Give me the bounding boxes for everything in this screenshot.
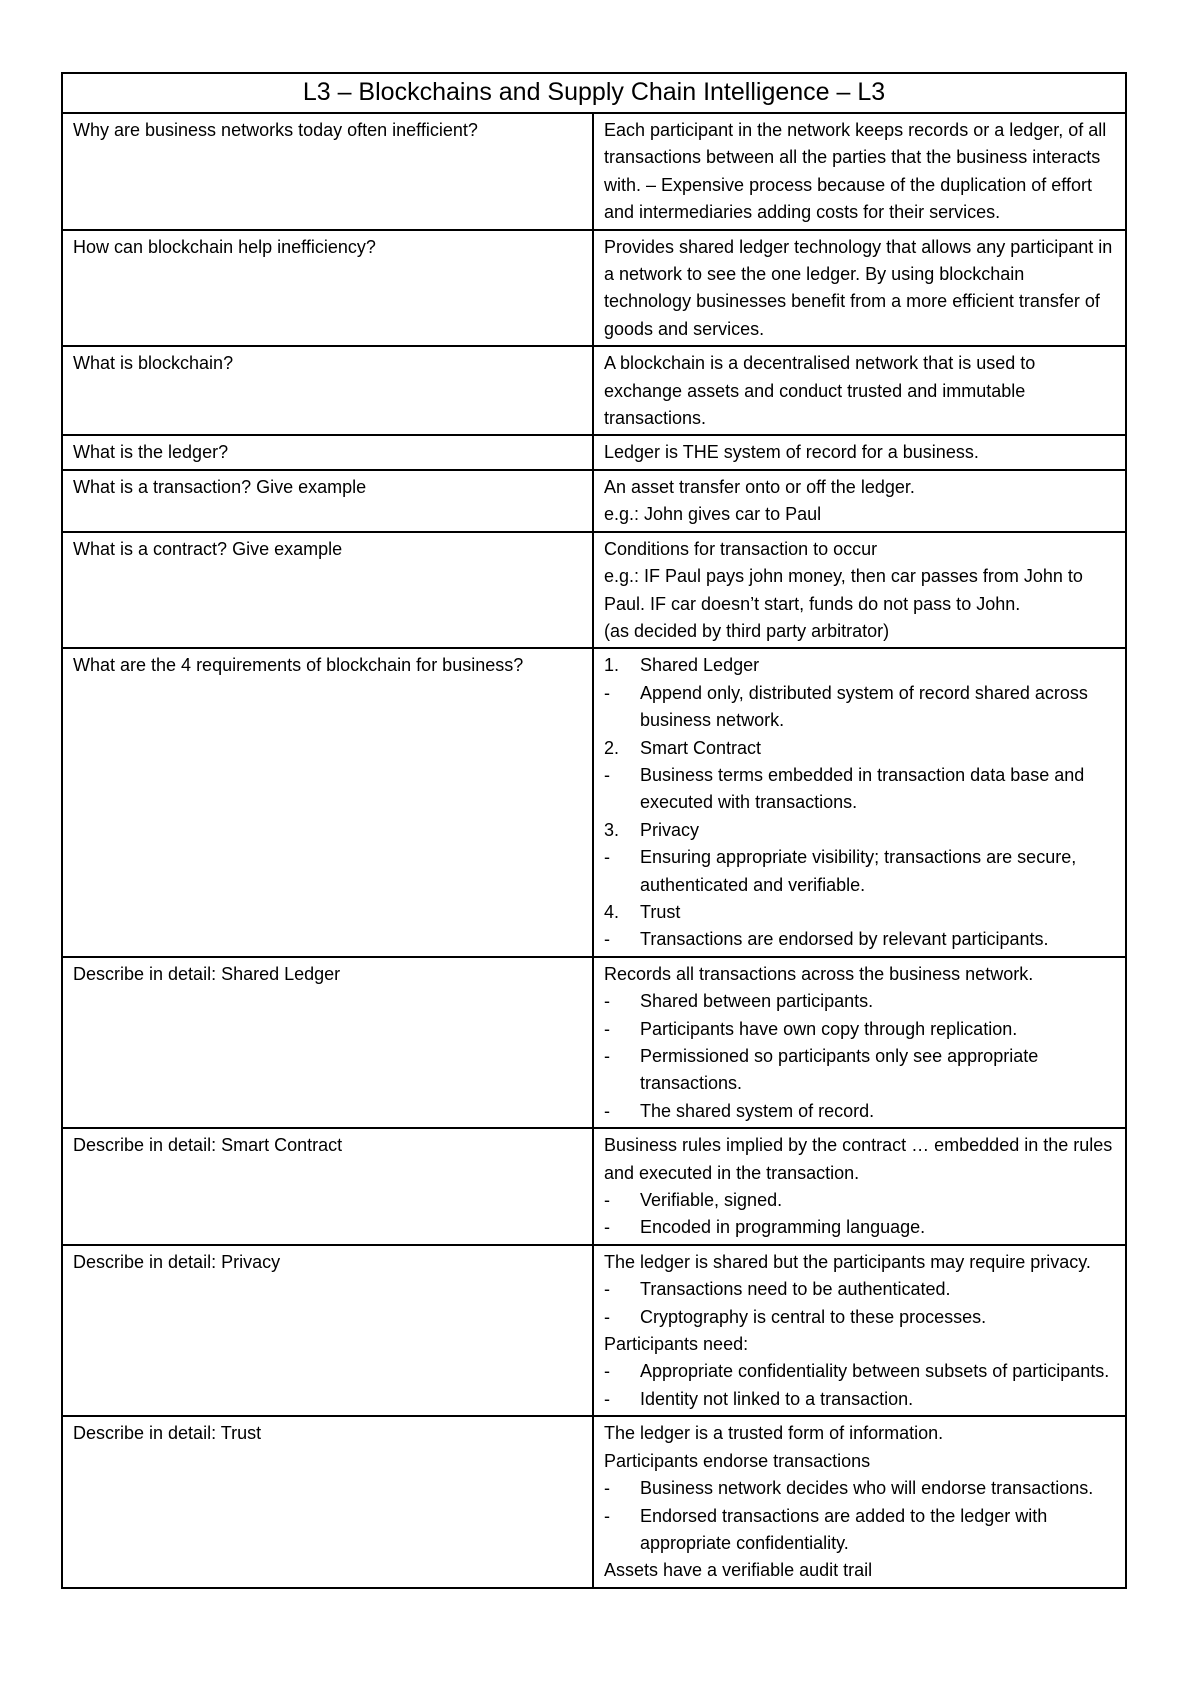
bullet-item [604,1304,1115,1331]
table-row [62,470,1126,532]
answer-text: An asset transfer onto or off the ledger. [604,476,915,497]
question-cell: Describe in detail: Trust [62,1416,593,1587]
answer-cell [593,1128,1126,1245]
list-item-text: Encoded in programming language. [640,1217,926,1238]
list-marker: - [604,1306,610,1327]
list-marker: 3. [604,819,620,840]
numbered-item [604,817,1115,844]
table-row [62,1416,1126,1587]
question-cell: Why are business networks today often inefficient? [62,113,593,230]
answer-cell [593,230,1126,347]
list-item-text: Smart Contract [640,737,762,758]
list-marker: - [604,682,610,703]
question-cell: What is a contract? Give example [62,532,593,649]
list-marker: - [604,1100,610,1121]
question-cell: What is blockchain? [62,346,593,435]
table-row [62,957,1126,1128]
list-item-text: Append only, distributed system of record shared across business network. [640,682,1088,731]
answer-text: The ledger is shared but the participants may require privacy. [604,1251,1091,1272]
list-item-text: The shared system of record. [640,1100,875,1121]
list-item-text: Shared between participants. [640,991,874,1012]
bullet-item [604,1503,1115,1558]
bullet-item [604,988,1115,1015]
question-cell: What is the ledger? [62,435,593,469]
answer-text: Assets have a verifiable audit trail [604,1560,873,1581]
answer-text: The ledger is a trusted form of information. [604,1423,944,1444]
bullet-item [604,680,1115,735]
table-row [62,435,1126,469]
answer-text: (as decided by third party arbitrator) [604,620,890,641]
bullet-item [604,1043,1115,1098]
list-item-text: Verifiable, signed. [640,1190,783,1211]
question-cell: What are the 4 requirements of blockchain for business? [62,648,593,956]
list-item-text: Transactions are endorsed by relevant participants. [640,929,1049,950]
answer-text: Ledger is THE system of record for a business. [604,442,979,463]
bullet-item [604,1276,1115,1303]
answer-text: Provides shared ledger technology that allows any participant in a network to see the one ledger. By using blockchain technology businesses benefit from a more efficient transfer of goods and services. [604,236,1113,339]
list-marker: - [604,1217,610,1238]
table-row [62,1128,1126,1245]
answer-cell [593,470,1126,532]
list-item-text: Appropriate confidentiality between subsets of participants. [640,1361,1110,1382]
list-marker: 4. [604,901,620,922]
list-marker: - [604,1505,610,1526]
bullet-item [604,1214,1115,1241]
numbered-item [604,652,1115,679]
question-cell: How can blockchain help inefficiency? [62,230,593,347]
answer-text: Records all transactions across the business network. [604,963,1034,984]
list-item-text: Shared Ledger [640,655,760,676]
title-row [62,73,1126,113]
list-marker: 1. [604,655,620,676]
page-title: L3 – Blockchains and Supply Chain Intelligence – L3 [62,73,1126,113]
table-row [62,532,1126,649]
table-row [62,113,1126,230]
table-body [62,113,1126,1588]
bullet-item [604,1475,1115,1502]
bullet-item [604,926,1115,953]
answer-cell [593,1245,1126,1416]
list-marker: - [604,991,610,1012]
question-cell: Describe in detail: Smart Contract [62,1128,593,1245]
list-item-text: Permissioned so participants only see appropriate transactions. [640,1046,1039,1094]
list-marker: - [604,1478,610,1499]
question-cell: What is a transaction? Give example [62,470,593,532]
list-item-text: Business terms embedded in transaction data base and executed with transactions. [640,764,1085,813]
question-cell: Describe in detail: Shared Ledger [62,957,593,1128]
bullet-item [604,1187,1115,1214]
answer-text: Each participant in the network keeps records or a ledger, of all transactions between all the parties that the business interacts with. – Expensive process because of the duplication of effort and intermediaries adding costs for their services. [604,120,1107,223]
list-marker: 2. [604,737,620,758]
list-marker: - [604,1388,610,1409]
table-row [62,1245,1126,1416]
answer-cell [593,1416,1126,1587]
bullet-item [604,1016,1115,1043]
answer-text: e.g.: IF Paul pays john money, then car passes from John to Paul. IF car doesn’t start, funds do not pass to John. [604,566,1083,614]
list-item-text: Participants have own copy through replication. [640,1018,1018,1039]
bullet-item [604,1386,1115,1413]
list-item-text: Endorsed transactions are added to the ledger with appropriate confidentiality. [640,1505,1048,1553]
question-cell: Describe in detail: Privacy [62,1245,593,1416]
answer-text: Conditions for transaction to occur [604,538,878,559]
numbered-item [604,899,1115,926]
table-row [62,230,1126,347]
list-item-text: Business network decides who will endorse transactions. [640,1478,1094,1499]
list-marker: - [604,1361,610,1382]
answer-text: A blockchain is a decentralised network that is used to exchange assets and conduct trusted and immutable transactions. [604,353,1036,429]
answer-text: e.g.: John gives car to Paul [604,504,822,525]
bullet-item [604,1098,1115,1125]
list-item-text: Trust [640,901,681,922]
answer-cell [593,532,1126,649]
list-marker: - [604,1018,610,1039]
table-row [62,346,1126,435]
bullet-item [604,1358,1115,1385]
table-row [62,648,1126,956]
numbered-item [604,735,1115,762]
list-marker: - [604,1190,610,1211]
flashcard-table [61,72,1127,1589]
answer-text: Participants endorse transactions [604,1450,871,1471]
answer-cell [593,113,1126,230]
list-item-text: Cryptography is central to these processes. [640,1306,987,1327]
list-item-text: Identity not linked to a transaction. [640,1388,914,1409]
list-item-text: Ensuring appropriate visibility; transactions are secure, authenticated and verifiable. [640,847,1077,895]
list-item-text: Privacy [640,819,700,840]
bullet-item [604,762,1115,817]
list-marker: - [604,929,610,950]
list-marker: - [604,1046,610,1066]
list-marker: - [604,1279,610,1300]
list-item-text: Transactions need to be authenticated. [640,1279,951,1300]
answer-cell [593,435,1126,469]
list-marker: - [604,764,610,785]
answer-text: Participants need: [604,1334,749,1355]
list-marker: - [604,847,610,868]
answer-text: Business rules implied by the contract … embedded in the rules and executed in the transaction. [604,1135,1113,1183]
answer-cell [593,346,1126,435]
bullet-item [604,844,1115,899]
answer-cell [593,648,1126,956]
answer-cell [593,957,1126,1128]
